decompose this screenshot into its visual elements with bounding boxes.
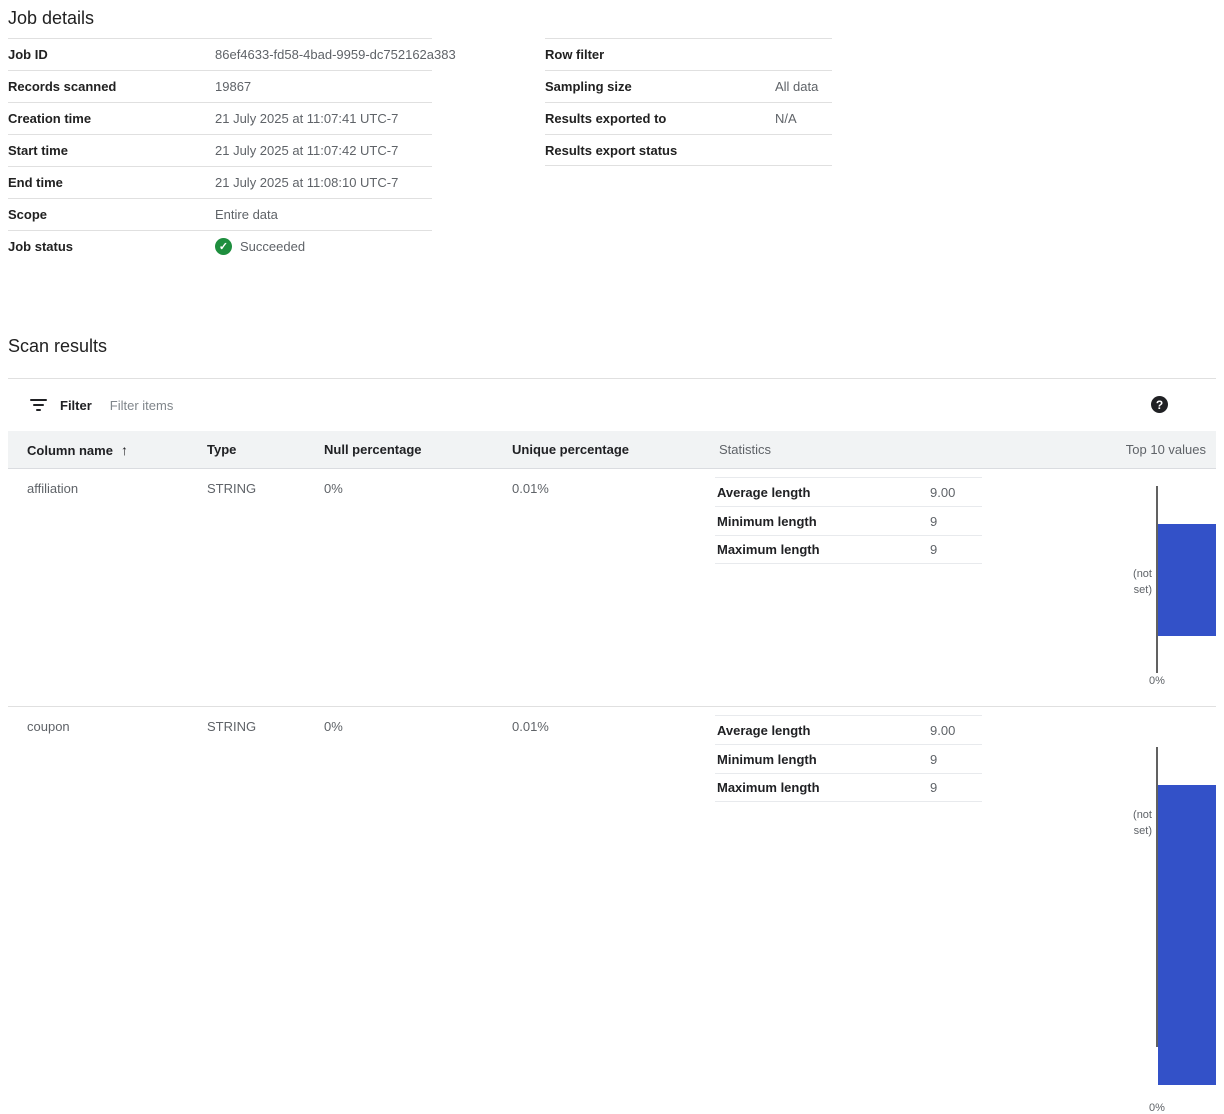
- stat-value: 9: [930, 513, 938, 529]
- detail-row-end-time: [8, 166, 432, 198]
- null-percentage-cell: 0%: [324, 481, 343, 496]
- null-percentage-cell: 0%: [324, 719, 343, 734]
- chart-category-line: set): [1133, 584, 1152, 596]
- status-badge: Succeeded: [240, 239, 306, 254]
- sort-ascending-icon: ↑: [120, 442, 128, 458]
- stat-value: 9.00: [930, 484, 956, 500]
- chart-category-line: (not: [1133, 568, 1152, 580]
- job-details-table-right: [545, 38, 832, 166]
- top-values-bar: [1158, 785, 1216, 1085]
- unique-percentage-cell: 0.01%: [512, 481, 549, 496]
- column-header-statistics: Statistics: [719, 442, 772, 457]
- results-exported-to-value: N/A: [775, 111, 797, 126]
- filter-list-icon: [30, 399, 47, 411]
- stat-label: Minimum length: [717, 751, 817, 767]
- chart-category-line: (not: [1133, 809, 1152, 821]
- detail-row-results-export-status: [545, 134, 832, 166]
- stat-row: [715, 477, 982, 506]
- column-header-null-percentage[interactable]: Null percentage: [324, 442, 422, 457]
- end-time-value: 21 July 2025 at 11:08:10 UTC-7: [215, 175, 399, 190]
- stat-label: Maximum length: [717, 780, 820, 795]
- detail-label: Records scanned: [8, 79, 117, 94]
- filter-label: Filter: [60, 397, 92, 413]
- type-cell: STRING: [207, 481, 257, 496]
- table-row: [8, 469, 1216, 706]
- job-details-title: Job details: [8, 8, 95, 28]
- detail-row-job-status: [8, 230, 432, 262]
- type-cell: STRING: [207, 719, 257, 734]
- column-header-type[interactable]: Type: [207, 442, 237, 457]
- statistics-table: [715, 477, 982, 564]
- detail-label: Scope: [8, 207, 48, 222]
- stat-value: 9: [930, 780, 938, 795]
- records-scanned-value: 19867: [215, 79, 252, 94]
- stat-label: Minimum length: [717, 513, 817, 529]
- chart-axis-tick: 0%: [1149, 1102, 1165, 1114]
- stat-label: Maximum length: [717, 542, 820, 557]
- start-time-value: 21 July 2025 at 11:07:42 UTC-7: [215, 143, 399, 158]
- detail-label: Job status: [8, 239, 74, 254]
- stat-label: Average length: [717, 484, 811, 500]
- column-header-label: Column name: [27, 443, 113, 458]
- table-header-row: [8, 431, 1216, 469]
- detail-label: Row filter: [545, 47, 605, 62]
- filter-items-input[interactable]: [110, 398, 530, 413]
- creation-time-value: 21 July 2025 at 11:07:41 UTC-7: [215, 111, 399, 126]
- detail-row-creation-time: [8, 102, 432, 134]
- filter-bar: [8, 379, 1216, 431]
- stat-value: 9: [930, 751, 938, 767]
- chart-category-label: [1100, 566, 1152, 598]
- detail-label: Sampling size: [545, 79, 632, 94]
- unique-percentage-cell: 0.01%: [512, 719, 549, 734]
- sampling-size-value: All data: [775, 79, 819, 94]
- detail-row-job-id: [8, 38, 456, 70]
- detail-label: Job ID: [8, 47, 48, 62]
- top-10-values-chart: [1100, 469, 1216, 706]
- detail-row-sampling-size: [545, 70, 832, 102]
- column-header-top-10-values: Top 10 values: [1125, 442, 1206, 457]
- statistics-table: [715, 715, 982, 802]
- column-name-cell: coupon: [27, 719, 70, 734]
- stat-row: [715, 506, 982, 535]
- column-header-unique-percentage[interactable]: Unique percentage: [512, 442, 630, 457]
- scope-value: Entire data: [215, 207, 278, 222]
- chart-category-label: [1100, 807, 1152, 839]
- detail-row-row-filter: [545, 38, 832, 70]
- stat-value: 9.00: [930, 722, 956, 738]
- stat-row: [715, 715, 982, 744]
- stat-label: Average length: [717, 722, 811, 738]
- job-id-value: 86ef4633-fd58-4bad-9959-dc752162a383: [215, 47, 456, 62]
- stat-row: [715, 773, 982, 802]
- chart-axis-tick: 0%: [1149, 675, 1165, 687]
- chart-category-line: set): [1133, 825, 1152, 837]
- table-row: [8, 706, 1216, 1114]
- check-circle-icon: ✓: [215, 238, 232, 255]
- job-status-value: [215, 238, 432, 255]
- stat-row: [715, 535, 982, 564]
- top-values-bar: [1158, 524, 1216, 636]
- stat-row: [715, 744, 982, 773]
- scan-results-card: [8, 378, 1216, 1114]
- detail-label: Results export status: [545, 142, 678, 158]
- column-header-column-name[interactable]: [27, 442, 128, 458]
- detail-label: Start time: [8, 143, 68, 158]
- detail-label: Creation time: [8, 111, 92, 126]
- detail-label: Results exported to: [545, 111, 667, 126]
- detail-row-scope: [8, 198, 432, 230]
- detail-label: End time: [8, 175, 63, 190]
- help-icon[interactable]: ?: [1151, 396, 1168, 413]
- detail-row-results-exported-to: [545, 102, 832, 134]
- column-name-cell: affiliation: [27, 481, 79, 496]
- scan-results-title: Scan results: [8, 336, 108, 356]
- detail-row-records-scanned: [8, 70, 432, 102]
- detail-row-start-time: [8, 134, 432, 166]
- top-10-values-chart: [1100, 707, 1216, 1114]
- job-details-table-left: [8, 38, 456, 262]
- stat-value: 9: [930, 542, 938, 557]
